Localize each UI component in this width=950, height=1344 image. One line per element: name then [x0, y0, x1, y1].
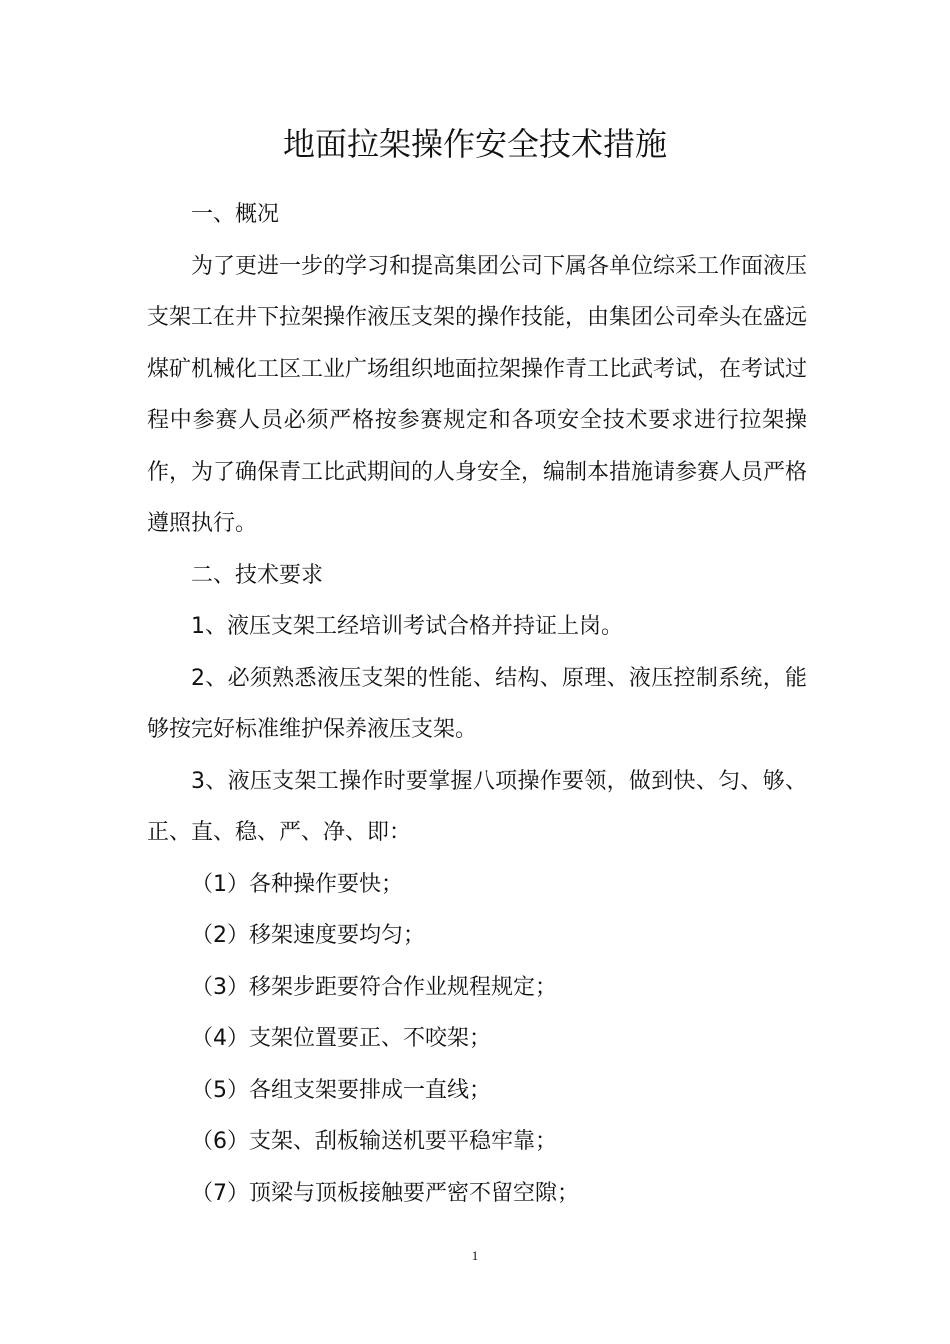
page-number: 1: [471, 1248, 479, 1263]
overview-paragraph: 为了更进一步的学习和提高集团公司下属各单位综采工作面液压支架工在井下拉架操作液压支架的操作技能，由集团公司牵头在盛远煤矿机械化工区工业广场组织地面拉架操作青工比武考试，在考试过程中参赛人员必须严格按参赛规定和各项安全技术要求进行拉架操作，为了确保青工比武期间的人身安全，编制本措施请参赛人员严格遵照执行。: [147, 253, 808, 536]
requirement-item-2: 2、必须熟悉液压支架的性能、结构、原理、液压控制系统，能够按完好标准维护保养液压支架。: [147, 665, 807, 742]
requirement-item-3: 3、液压支架工操作时要掌握八项操作要领，做到快、匀、够、正、直、稳、严、净、即：: [147, 768, 807, 845]
sub-item-1: （1）各种操作要快；: [191, 871, 403, 897]
document-body: [147, 189, 807, 1219]
requirement-item-1: 1、液压支架工经培训考试合格并持证上岗。: [191, 614, 623, 639]
document-title: 地面拉架操作安全技术措施: [282, 125, 667, 163]
sub-item-7: （7）顶梁与顶板接触要严密不留空隙；: [191, 1180, 579, 1206]
sub-item-3: （3）移架步距要符合作业规程规定；: [191, 974, 557, 1000]
sub-item-4: （4）支架位置要正、不咬架；: [191, 1026, 491, 1051]
section-heading-overview: 一、概况: [191, 202, 280, 227]
section-heading-technical-requirements: 二、技术要求: [191, 562, 324, 588]
sub-item-2: （2）移架速度要均匀；: [191, 923, 425, 948]
sub-item-6: （6）支架、刮板输送机要平稳牢靠；: [191, 1129, 557, 1154]
sub-item-5: （5）各组支架要排成一直线；: [191, 1077, 491, 1103]
